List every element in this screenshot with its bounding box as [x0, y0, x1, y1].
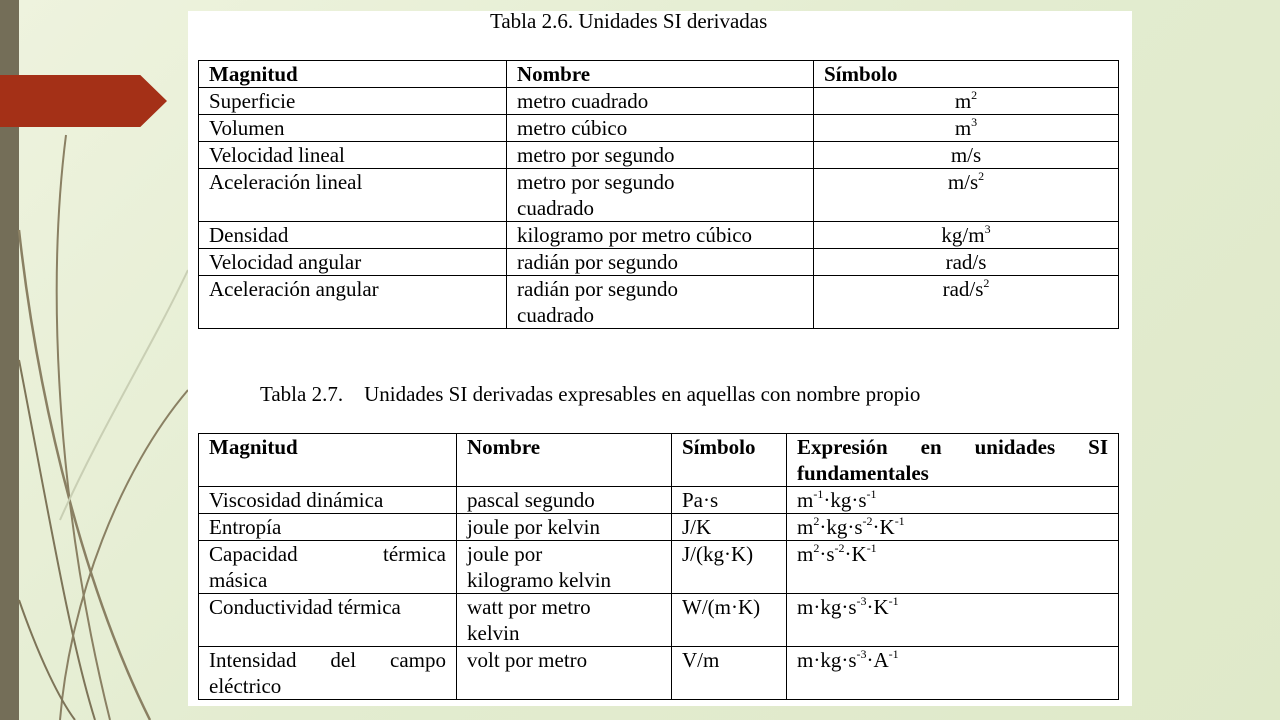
cell-nombre: radián por segundo	[507, 249, 814, 276]
header-simbolo: Símbolo	[814, 61, 1119, 88]
red-arrow-shape	[0, 75, 167, 127]
cell-nombre: radián por segundo cuadrado	[507, 276, 814, 329]
cell-nombre: kilogramo por metro cúbico	[507, 222, 814, 249]
header-expresion: Expresión en unidades SI fundamentales	[787, 434, 1119, 487]
cell-nombre: metro por segundo cuadrado	[507, 169, 814, 222]
table-row	[199, 276, 1119, 329]
cell-simbolo: J/K	[672, 514, 787, 541]
header-magnitud: Magnitud	[199, 434, 457, 487]
cell-simbolo: $m/s^2$	[814, 169, 1119, 222]
table-row	[199, 142, 1119, 169]
table-row	[199, 594, 1119, 647]
cell-magnitud: Entropía	[199, 514, 457, 541]
table1-caption: Tabla 2.6. Unidades SI derivadas	[490, 9, 768, 33]
cell-expresion: $m^{-1}\cdot kg\cdot s^{-1}$	[787, 487, 1119, 514]
cell-magnitud: Viscosidad dinámica	[199, 487, 457, 514]
cell-nombre: watt por metro kelvin	[457, 594, 672, 647]
cell-magnitud: Conductividad térmica	[199, 594, 457, 647]
cell-nombre: metro por segundo	[507, 142, 814, 169]
cell-magnitud: Aceleración angular	[199, 276, 507, 329]
cell-simbolo: rad/s	[814, 249, 1119, 276]
table-row	[199, 88, 1119, 115]
header-magnitud: Magnitud	[199, 61, 507, 88]
cell-simbolo: $m^3$	[814, 115, 1119, 142]
cell-magnitud: Volumen	[199, 115, 507, 142]
cell-magnitud: Densidad	[199, 222, 507, 249]
cell-simbolo: J/(kg·K)	[672, 541, 787, 594]
cell-nombre: volt por metro	[457, 647, 672, 700]
cell-nombre: pascal segundo	[457, 487, 672, 514]
cell-nombre: joule por kelvin	[457, 514, 672, 541]
table-header-row	[199, 434, 1119, 487]
table-header-row	[199, 61, 1119, 88]
table-row	[199, 169, 1119, 222]
table-row	[199, 115, 1119, 142]
table-row	[199, 487, 1119, 514]
cell-simbolo: Pa·s	[672, 487, 787, 514]
cell-magnitud: Velocidad angular	[199, 249, 507, 276]
cell-nombre: joule por kilogramo kelvin	[457, 541, 672, 594]
cell-magnitud: Intensidad del campo eléctrico	[199, 647, 457, 700]
cell-expresion: $m\cdot kg\cdot s^{-3}\cdot K^{-1}$	[787, 594, 1119, 647]
cell-expresion: $m\cdot kg\cdot s^{-3}\cdot A^{-1}$	[787, 647, 1119, 700]
table-si-derived-named-units	[198, 433, 1119, 700]
table-row	[199, 249, 1119, 276]
cell-simbolo: W/(m·K)	[672, 594, 787, 647]
header-nombre: Nombre	[457, 434, 672, 487]
cell-simbolo: V/m	[672, 647, 787, 700]
table-row	[199, 541, 1119, 594]
cell-magnitud: Velocidad lineal	[199, 142, 507, 169]
table-row	[199, 514, 1119, 541]
cell-magnitud: Aceleración lineal	[199, 169, 507, 222]
cell-magnitud: Capacidad térmica másica	[199, 541, 457, 594]
table2-caption: Tabla 2.7. Unidades SI derivadas expresables en aquellas con nombre propio	[260, 382, 921, 406]
cell-simbolo: m/s	[814, 142, 1119, 169]
cell-expresion: $m^2\cdot s^{-2}\cdot K^{-1}$	[787, 541, 1119, 594]
slide-image-tables	[188, 11, 1132, 706]
table-row	[199, 647, 1119, 700]
cell-simbolo: $m^2$	[814, 88, 1119, 115]
header-simbolo: Símbolo	[672, 434, 787, 487]
cell-simbolo: $kg/m^3$	[814, 222, 1119, 249]
header-nombre: Nombre	[507, 61, 814, 88]
cell-expresion: $m^2\cdot kg\cdot s^{-2}\cdot K^{-1}$	[787, 514, 1119, 541]
cell-magnitud: Superficie	[199, 88, 507, 115]
table-si-derived-units	[198, 60, 1119, 329]
cell-nombre: metro cuadrado	[507, 88, 814, 115]
cell-simbolo: rad/$s^2$	[814, 276, 1119, 329]
table-row	[199, 222, 1119, 249]
cell-nombre: metro cúbico	[507, 115, 814, 142]
